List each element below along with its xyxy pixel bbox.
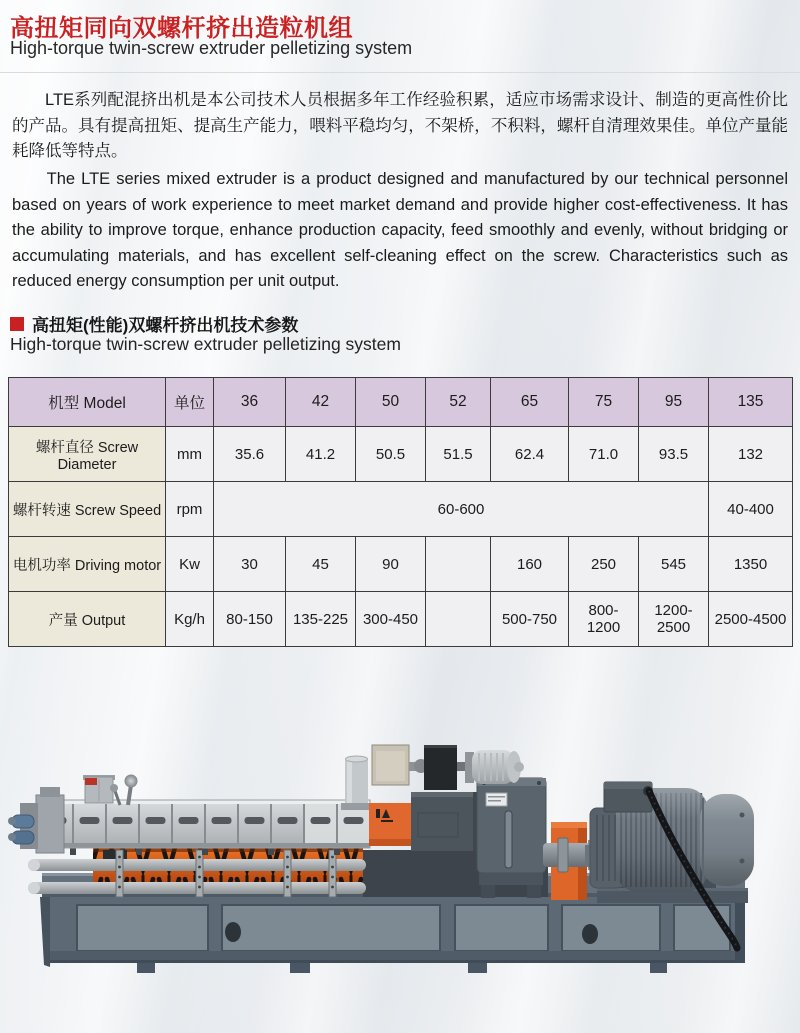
table-cell: 41.2 <box>286 427 356 482</box>
divider <box>0 72 800 73</box>
die-head <box>8 787 64 853</box>
spec-table <box>8 377 793 647</box>
table-header-cell: 65 <box>491 378 569 427</box>
table-cell: 30 <box>214 537 286 592</box>
table-cell: 90 <box>356 537 426 592</box>
table-cell: 300-450 <box>356 592 426 647</box>
table-cell: 500-750 <box>491 592 569 647</box>
table-cell: 545 <box>639 537 709 592</box>
barrel-sections <box>40 800 370 855</box>
gearbox <box>477 778 546 898</box>
intro-paragraph-zh: LTE系列配混挤出机是本公司技术人员根据多年工作经验积累，适应市场需求设计、制造的更高性价比的产品。具有提高扭矩、提高生产能力，喂料平稳均匀，不架桥，不积料，螺杆自清理效果佳。单位产量能耗降低等特点。 <box>12 91 788 160</box>
table-cell: 35.6 <box>214 427 286 482</box>
table-row <box>9 537 793 592</box>
table-header-cell: 42 <box>286 378 356 427</box>
row-label: 螺杆直径 Screw Diameter <box>9 427 166 482</box>
main-motor <box>585 782 754 903</box>
product-photo <box>0 645 800 1033</box>
table-cell: 160 <box>491 537 569 592</box>
machine-illustration <box>0 645 800 1033</box>
table-header-cell: 95 <box>639 378 709 427</box>
table-cell: 93.5 <box>639 427 709 482</box>
feed-housing <box>369 792 479 851</box>
unit-cell: Kw <box>166 537 214 592</box>
table-header-row <box>9 378 793 427</box>
section-heading-zh: 高扭矩(性能)双螺杆挤出机技术参数 <box>32 316 299 335</box>
table-cell: 51.5 <box>426 427 491 482</box>
table-row <box>9 592 793 647</box>
table-header-cell: 36 <box>214 378 286 427</box>
row-label: 产量 Output <box>9 592 166 647</box>
unit-cell: rpm <box>166 482 214 537</box>
intro-paragraph-en: The LTE series mixed extruder is a product designed and manufactured by our technical personnel based on years of work experience to meet market demand and provide higher cost-effectiveness. It has the ability to improve torque, enhance production capacity, feed smoothly and evenly, without bridging or accumulating materials, and has excellent self-cleaning effect on the screw. Characteristics such as reduced energy consumption per unit output. <box>12 170 788 290</box>
vent-pipe <box>341 756 372 810</box>
table-cell <box>426 537 491 592</box>
table-cell: 71.0 <box>569 427 639 482</box>
red-square-bullet-icon <box>10 317 24 331</box>
table-cell: 800-1200 <box>569 592 639 647</box>
row-label: 电机功率 Driving motor <box>9 537 166 592</box>
table-header-cell: 75 <box>569 378 639 427</box>
table-cell: 62.4 <box>491 427 569 482</box>
table-row <box>9 427 793 482</box>
table-cell: 45 <box>286 537 356 592</box>
unit-cell: Kg/h <box>166 592 214 647</box>
table-header-cell: 52 <box>426 378 491 427</box>
table-header-cell: 50 <box>356 378 426 427</box>
table-cell: 1350 <box>709 537 793 592</box>
table-row <box>9 482 793 537</box>
section-heading-en: High-torque twin-screw extruder pelletizing system <box>10 334 401 354</box>
table-cell: 250 <box>569 537 639 592</box>
table-cell: 50.5 <box>356 427 426 482</box>
table-cell <box>426 592 491 647</box>
feeder-assembly <box>372 745 524 790</box>
table-header-cell: 单位 <box>166 378 214 427</box>
table-cell: 40-400 <box>709 482 793 537</box>
page-subtitle: High-torque twin-screw extruder pelletizing system <box>10 38 413 58</box>
table-cell: 2500-4500 <box>709 592 793 647</box>
row-label: 螺杆转速 Screw Speed <box>9 482 166 537</box>
section-heading <box>10 311 298 336</box>
table-header-cell: 机型 Model <box>9 378 166 427</box>
table-cell: 132 <box>709 427 793 482</box>
page-title: 高扭矩同向双螺杆挤出造粒机组 <box>10 15 353 42</box>
table-cell-span: 60-600 <box>214 482 709 537</box>
table-cell: 135-225 <box>286 592 356 647</box>
table-cell: 1200-2500 <box>639 592 709 647</box>
table-cell: 80-150 <box>214 592 286 647</box>
unit-cell: mm <box>166 427 214 482</box>
table-header-cell: 135 <box>709 378 793 427</box>
